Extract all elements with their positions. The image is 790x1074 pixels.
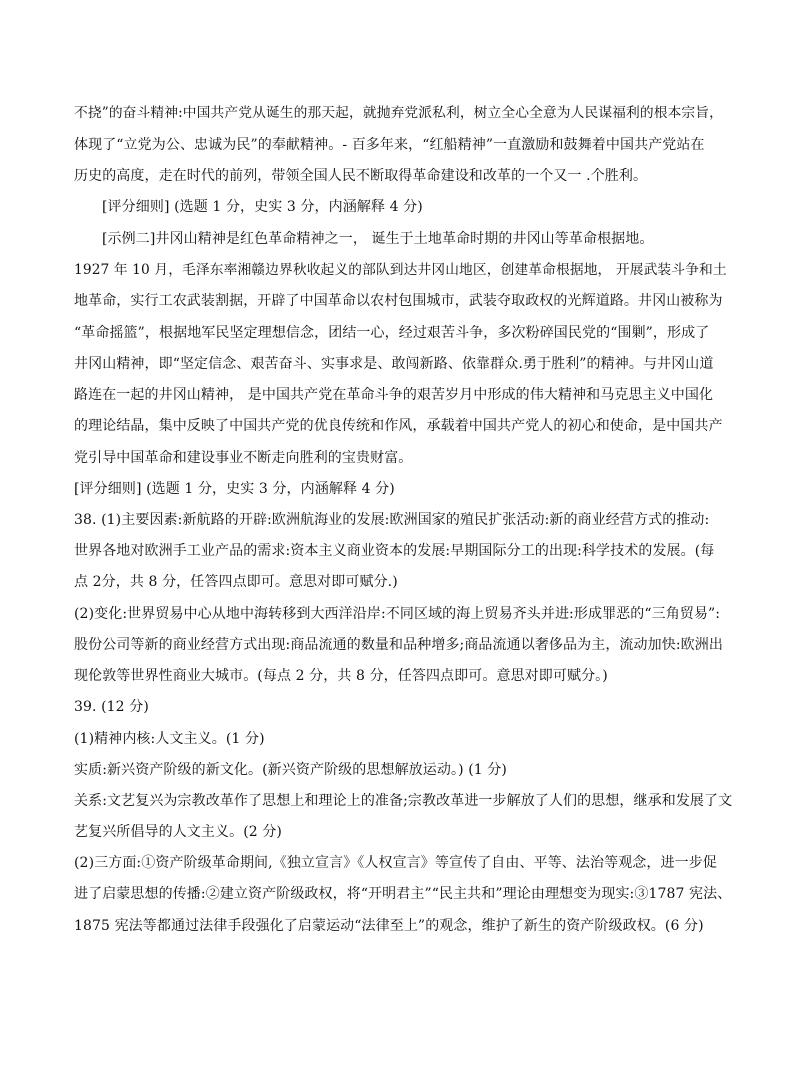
text-line: 路连在一起的井冈山精神， 是中国共产党在革命斗争的艰苦岁月中形成的伟大精神和马克思主义中国化 <box>74 387 714 403</box>
scoring-rule: [评分细则] (选题 1 分，史实 3 分，内涵解释 4 分) <box>74 481 395 497</box>
text-line: 现伦敦等世界性商业大城市。(每点 2 分，共 8 分，任答四点即可。意思对即可赋分。) <box>74 668 608 684</box>
question-39-part1: (1)精神内核:人文主义。(1 分) <box>74 731 265 747</box>
text-line: 体现了“立党为公、忠诚为民”的奉献精神。- 百多年来，“红船精神”一直激励和鼓舞着中国共产党站在 <box>74 137 705 153</box>
question-38-part2: (2)变化:世界贸易中心从地中海转移到大西洋沿岸:不同区域的海上贸易齐头并进:形成罪恶的“三角贸易”: <box>74 606 721 622</box>
text-line: 党引导中国革命和建设事业不断走向胜利的宝贵财富。 <box>74 450 413 466</box>
text-line: 实质:新兴资产阶级的新文化。(新兴资产阶级的思想解放运动。) (1 分) <box>74 762 507 778</box>
text-line: 进了启蒙思想的传播:②建立资产阶级政权，将“开明君主”“民主共和”理论由理想变为现实:③1787 宪法、 <box>74 886 732 902</box>
text-line: 艺复兴所倡导的人文主义。(2 分) <box>74 824 282 840</box>
text-line: 1875 宪法等都通过法律手段强化了启蒙运动“法律至上”的观念，维护了新生的资产阶级政权。(6 分) <box>74 918 704 934</box>
example-heading: [示例二]井冈山精神是红色革命精神之一， 诞生于土地革命时期的井冈山等革命根据地。 <box>102 231 654 247</box>
text-line: 地革命，实行工农武装割据，开辟了中国革命以农村包围城市，武装夺取政权的光辉道路。井冈山被称为 <box>74 293 723 309</box>
text-line: 世界各地对欧洲手工业产品的需求:资本主义商业资本的发展:早期国际分工的出现:科学技术的发展。(每 <box>74 543 715 559</box>
question-39-part2: (2)三方面:①资产阶级革命期间,《独立宣言》《人权宣言》等宣传了自由、平等、法治等观念，进一步促 <box>74 855 717 871</box>
text-line: 股份公司等新的商业经营方式出现:商品流通的数量和品种增多;商品流通以奢侈品为主，流动加快:欧洲出 <box>74 637 723 653</box>
text-line: 不挠”的奋斗精神:中国共产党从诞生的那天起，就抛弃党派私利，树立全心全意为人民谋福利的根本宗旨， <box>74 105 723 121</box>
text-line: 点 2分，共 8 分，任答四点即可。意思对即可赋分.) <box>74 574 398 590</box>
text-line: “革命摇篮”，根据地军民坚定理想信念，团结一心，经过艰苦斗争，多次粉碎国民党的“围剿”，形成了 <box>74 325 710 341</box>
question-39-heading: 39. (12 分) <box>74 699 149 715</box>
text-line: 的理论结晶，集中反映了中国共产党的优良传统和作风，承载着中国共产党人的初心和使命，是中国共产 <box>74 418 723 434</box>
text-line: 历史的高度，走在时代的前列，带领全国人民不断取得革命建设和改革的一个又一 .个胜利。 <box>74 168 648 184</box>
text-line: 关系:文艺复兴为宗教改革作了思想上和理论上的准备;宗教改革进一步解放了人们的思想，继承和发展了文 <box>74 793 733 809</box>
text-line: 井冈山精神，即“坚定信念、艰苦奋斗、实事求是、敢闯新路、依靠群众.勇于胜利”的精神。与井冈山道 <box>74 356 714 372</box>
text-line: 1927 年 10 月，毛泽东率湘赣边界秋收起义的部队到达井冈山地区，创建革命根据地， 开展武装斗争和土 <box>74 262 727 278</box>
question-38-part1: 38. (1)主要因素:新航路的开辟:欧洲航海业的发展:欧洲国家的殖民扩张活动:新的商业经营方式的推动: <box>74 512 710 528</box>
scoring-rule: [评分细则] (选题 1 分，史实 3 分，内涵解释 4 分) <box>102 199 423 215</box>
